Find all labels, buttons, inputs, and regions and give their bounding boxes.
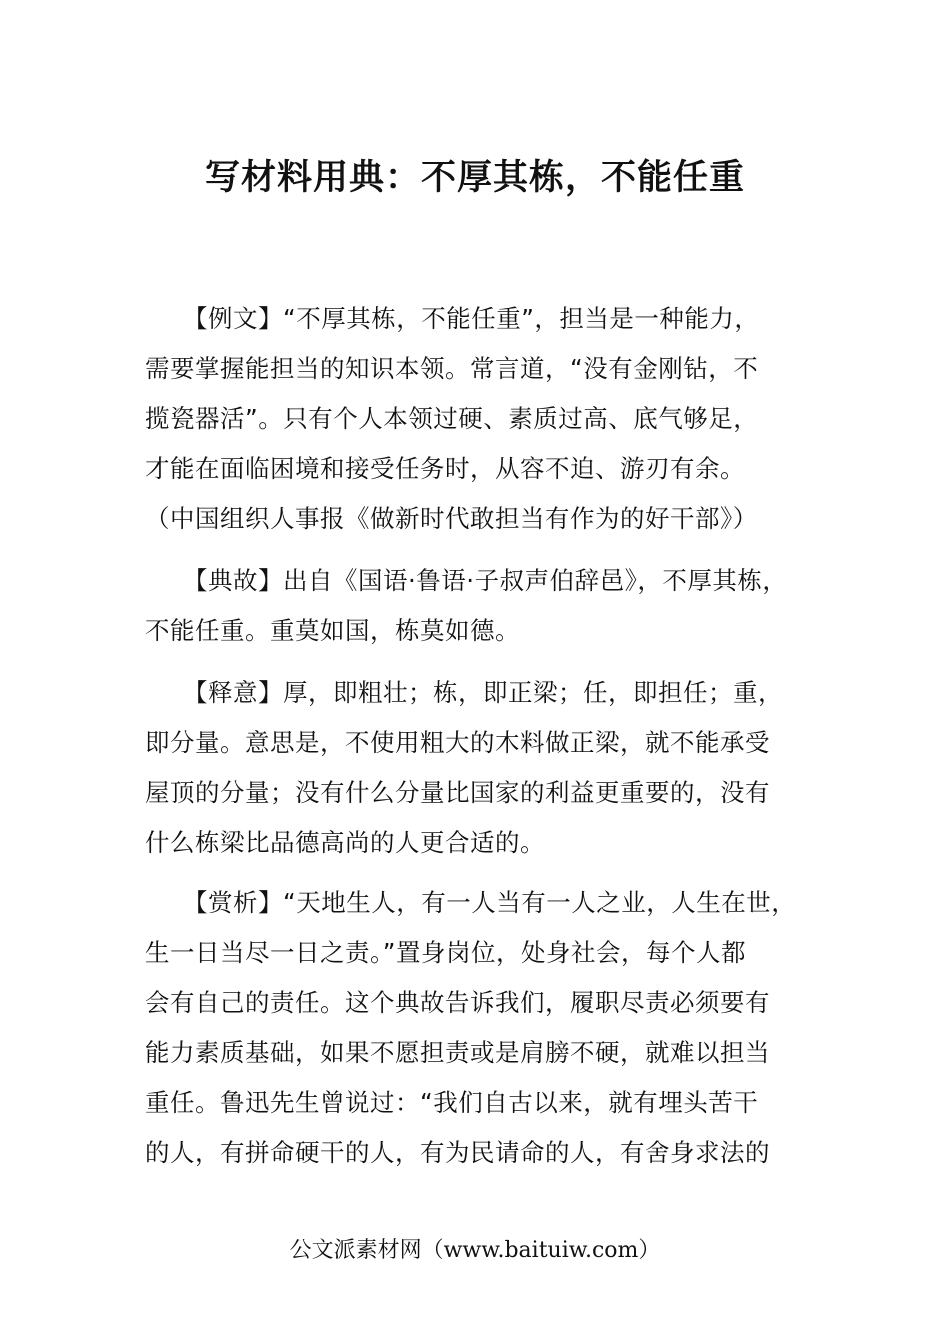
paragraph-analysis-line-2: 生一日当尽一日之责。”置身岗位，处身社会，每个人都 — [145, 938, 746, 967]
paragraph-allusion-line-2: 不能任重。重莫如国，栋莫如德。 — [145, 616, 520, 645]
paragraph-analysis-line-1: 【赏析】“天地生人，有一人当有一人之业，人生在世， — [183, 888, 797, 917]
paragraph-meaning-line-4: 什么栋梁比品德高尚的人更合适的。 — [145, 828, 545, 857]
paragraph-example-line-3: 揽瓷器活”。只有个人本领过硬、素质过高、底气够足， — [145, 404, 759, 433]
paragraph-example-line-4: 才能在面临困境和接受任务时，从容不迫、游刃有余。 — [145, 454, 745, 483]
paragraph-analysis-line-4: 能力素质基础，如果不愿担责或是肩膀不硬，就难以担当 — [145, 1038, 770, 1067]
paragraph-meaning-line-3: 屋顶的分量；没有什么分量比国家的利益更重要的，没有 — [145, 778, 770, 807]
paragraph-analysis-line-3: 会有自己的责任。这个典故告诉我们，履职尽责必须要有 — [145, 988, 770, 1017]
paragraph-analysis-line-5: 重任。鲁迅先生曾说过：“我们自古以来，就有埋头苦干 — [145, 1088, 759, 1117]
paragraph-example-source: （中国组织人事报《做新时代敢担当有作为的好干部》） — [145, 504, 758, 533]
paragraph-example-line-1: 【例文】“不厚其栋，不能任重”，担当是一种能力， — [183, 304, 760, 333]
paragraph-example-line-2: 需要掌握能担当的知识本领。常言道，“没有金刚钻，不 — [145, 354, 759, 383]
paragraph-allusion-line-1: 【典故】出自《国语·鲁语·子叔声伯辞邑》，不厚其栋， — [183, 566, 788, 595]
paragraph-meaning-line-2: 即分量。意思是，不使用粗大的木料做正梁，就不能承受 — [145, 728, 770, 757]
paragraph-meaning-line-1: 【释意】厚，即粗壮；栋，即正梁；任，即担任；重， — [183, 678, 783, 707]
paragraph-analysis-line-6: 的人，有拼命硬干的人，有为民请命的人，有舍身求法的 — [145, 1138, 770, 1167]
document-title: 写材料用典：不厚其栋，不能任重 — [204, 158, 745, 198]
footer-watermark: 公文派素材网（www.baituiw.com） — [289, 1238, 661, 1263]
